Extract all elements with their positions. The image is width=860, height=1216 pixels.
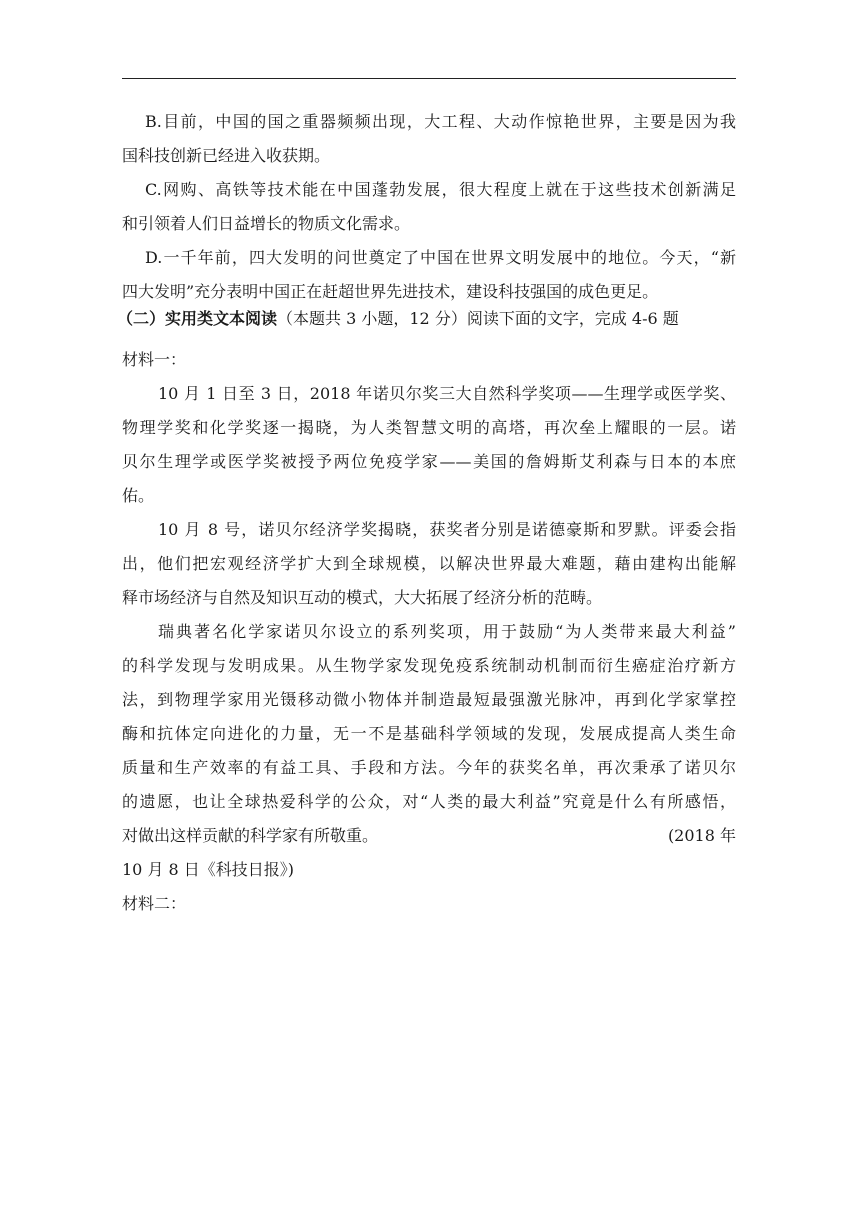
- material-1-p1-line-3: 贝尔生理学或医学奖被授予两位免疫学家——美国的詹姆斯艾利森与日本的本庶: [122, 452, 736, 471]
- material-1-p1-line-1: 10 月 1 日至 3 日，2018 年诺贝尔奖三大自然科学奖项——生理学或医学奖、: [158, 384, 736, 403]
- material-1-p1-line-4: 佑。: [122, 486, 155, 505]
- material-1-p2-line-1: 10 月 8 号，诺贝尔经济学奖揭晓，获奖者分别是诺德豪斯和罗默。评委会指: [158, 520, 736, 539]
- section-instruction: （本题共 3 小题，12 分）阅读下面的文字，完成 4-6 题: [277, 309, 679, 328]
- material-1-p3-line-7: 对做出这样贡献的科学家有所敬重。: [122, 826, 379, 845]
- material-1-source-part-2: 10 月 8 日《科技日报》): [122, 860, 295, 879]
- option-b-line-2: 国科技创新已经进入收获期。: [122, 146, 331, 165]
- material-1-source-part-1: (2018 年: [667, 826, 736, 845]
- option-b-line-1: B.目前，中国的国之重器频频出现，大工程、大动作惊艳世界，主要是因为我: [145, 112, 736, 131]
- option-c-line-2: 和引领着人们日益增长的物质文化需求。: [122, 214, 411, 233]
- material-1-p3-line-3: 法，到物理学家用光镊移动微小物体并制造最短最强激光脉冲，再到化学家掌控: [122, 690, 736, 709]
- section-heading: [117, 309, 737, 329]
- option-c-line-1: C.网购、高铁等技术能在中国蓬勃发展，很大程度上就在于这些技术创新满足: [145, 180, 736, 199]
- material-1-p2-line-2: 出，他们把宏观经济学扩大到全球规模，以解决世界最大难题，藉由建构出能解: [122, 554, 736, 573]
- header-rule: [122, 78, 736, 79]
- material-1-p3-line-6: 的遗愿，也让全球热爱科学的公众，对“人类的最大利益”究竟是什么有所感悟，: [122, 792, 736, 811]
- material-1-label: 材料一：: [122, 350, 187, 369]
- material-1-p2-line-3: 释市场经济与自然及知识互动的模式，大大拓展了经济分析的范畴。: [122, 588, 603, 607]
- material-1-p3-line-1: 瑞典著名化学家诺贝尔设立的系列奖项，用于鼓励“为人类带来最大利益”: [158, 622, 736, 641]
- option-d-line-1: D.一千年前，四大发明的问世奠定了中国在世界文明发展中的地位。今天，“新: [145, 248, 736, 267]
- material-2-label: 材料二：: [122, 894, 187, 913]
- material-1-p3-line-2: 的科学发现与发明成果。从生物学家发现免疫系统制动机制而衍生癌症治疗新方: [122, 656, 736, 675]
- option-d-line-2: 四大发明”充分表明中国正在赶超世界先进技术，建设科技强国的成色更足。: [122, 282, 659, 301]
- section-title: （二）实用类文本阅读: [117, 309, 278, 328]
- material-1-p3-line-4: 酶和抗体定向进化的力量，无一不是基础科学领域的发现，发展成提高人类生命: [122, 724, 736, 743]
- material-1-p1-line-2: 物理学奖和化学奖逐一揭晓，为人类智慧文明的高塔，再次垒上耀眼的一层。诺: [122, 418, 736, 437]
- material-1-p3-line-5: 质量和生产效率的有益工具、手段和方法。今年的获奖名单，再次秉承了诺贝尔: [122, 758, 736, 777]
